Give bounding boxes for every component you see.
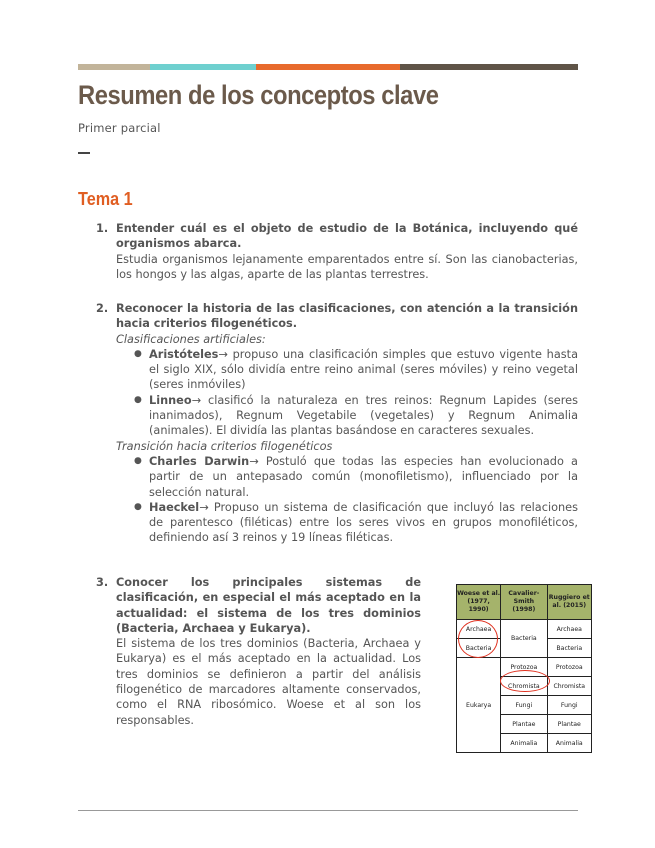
question-number: 1. xyxy=(96,222,109,235)
page-subtitle: Primer parcial xyxy=(78,121,161,135)
bullet-text: → clasificó la naturaleza en tres reinos: Regnum Lapides (seres inanimados), Regnum Vegetabile (vegetales) y Regnum Animalia (animales). El dividía las plantas basándose en caracteres sexuales. xyxy=(149,393,578,438)
column-header: Ruggiero et al. (2015) xyxy=(547,585,591,620)
question-number: 3. xyxy=(96,576,109,589)
footer-rule xyxy=(78,810,578,811)
subgroup-label: Clasificaciones artificiales: xyxy=(116,332,266,346)
page-title: Resumen de los conceptos clave xyxy=(78,80,439,110)
bullet-name: Linneo xyxy=(149,393,192,407)
table-cell: Protozoa xyxy=(547,658,591,677)
subgroup-label: Transición hacia criterios filogenéticos xyxy=(116,439,333,453)
table-cell: Bacteria xyxy=(501,620,547,658)
title-dash xyxy=(78,152,90,154)
question-answer: Estudia organismos lejanamente emparentados entre sí. Son las cianobacterias, los hongos y las algas, aparte de las plantas terrestres. xyxy=(116,252,578,281)
column-header: Woese et al. (1977, 1990) xyxy=(457,585,501,620)
table-cell: Fungi xyxy=(547,696,591,715)
table-cell: Plantae xyxy=(547,715,591,734)
question-heading: Entender cuál es el objeto de estudio de la Botánica, incluyendo qué organismos abarca. xyxy=(116,222,578,251)
bullet-text: → propuso una clasificación simples que estuvo vigente hasta el siglo XIX, sólo dividía entre reino animal (seres móviles) y reino vegetal (seres inmóviles) xyxy=(149,347,578,392)
bullet-text: → Propuso un sistema de clasificación que incluyó las relaciones de parentesco (filéticas) entre los seres vivos en grupos monofiléticos, definiendo así 3 reinos y 19 líneas filéticas. xyxy=(149,500,578,545)
table-cell: Bacteria xyxy=(457,639,501,658)
bar-segment-2 xyxy=(150,64,256,70)
table-cell: Chromista xyxy=(547,677,591,696)
question-3 xyxy=(96,575,421,728)
bullet-name: Charles Darwin xyxy=(149,454,250,468)
table-header-row xyxy=(457,585,592,620)
column-header: Cavalier-Smith (1998) xyxy=(501,585,547,620)
question-answer: El sistema de los tres dominios (Bacteria, Archaea y Eukarya) es el más aceptado en la actualidad. Los tres dominios se definieron a partir del análisis filogenético de marcadores altamente conservados, como el RNA ribosómico. Woese et al son los responsables. xyxy=(116,637,421,727)
table-cell: Bacteria xyxy=(547,639,591,658)
classification-figure xyxy=(456,584,592,747)
bar-segment-1 xyxy=(78,64,150,70)
bullet-name: Haeckel xyxy=(149,500,200,514)
table-cell: Archaea xyxy=(547,620,591,639)
bar-segment-4 xyxy=(400,64,578,70)
highlight-circle-prokaryotes xyxy=(458,620,498,658)
table-cell: Archaea xyxy=(457,620,501,639)
bullet-text: → Postuló que todas las especies han evolucionado a partir de un antepasado común (monofiletismo), influenciado por la selección natural. xyxy=(149,454,578,499)
table-cell: Chromista xyxy=(501,677,547,696)
table-cell: Animalia xyxy=(547,734,591,753)
table-cell: Fungi xyxy=(501,696,547,715)
bullet-item xyxy=(134,393,578,439)
bullet-item xyxy=(134,454,578,500)
bullet-item xyxy=(134,347,578,393)
question-heading: Conocer los principales sistemas de clasificación, en especial el más aceptado en la actualidad: el sistema de los tres dominios (Bacteria, Archaea y Eukarya). xyxy=(116,576,421,635)
question-heading: Reconocer la historia de las clasificaciones, con atención a la transición hacia criterios filogenéticos. xyxy=(116,302,578,331)
table-cell: Plantae xyxy=(501,715,547,734)
question-number: 2. xyxy=(96,302,109,315)
table-cell: Protozoa xyxy=(501,658,547,677)
bullet-item xyxy=(134,500,578,546)
classification-table xyxy=(456,584,592,753)
bar-segment-3 xyxy=(256,64,400,70)
question-1 xyxy=(96,221,578,282)
bullet-name: Aristóteles xyxy=(149,347,219,361)
table-cell: Animalia xyxy=(501,734,547,753)
top-color-bar xyxy=(78,64,578,70)
section-title: Tema 1 xyxy=(78,189,133,209)
table-cell: Eukarya xyxy=(457,658,501,753)
highlight-circle-chromista xyxy=(500,670,550,692)
question-2 xyxy=(96,301,578,546)
